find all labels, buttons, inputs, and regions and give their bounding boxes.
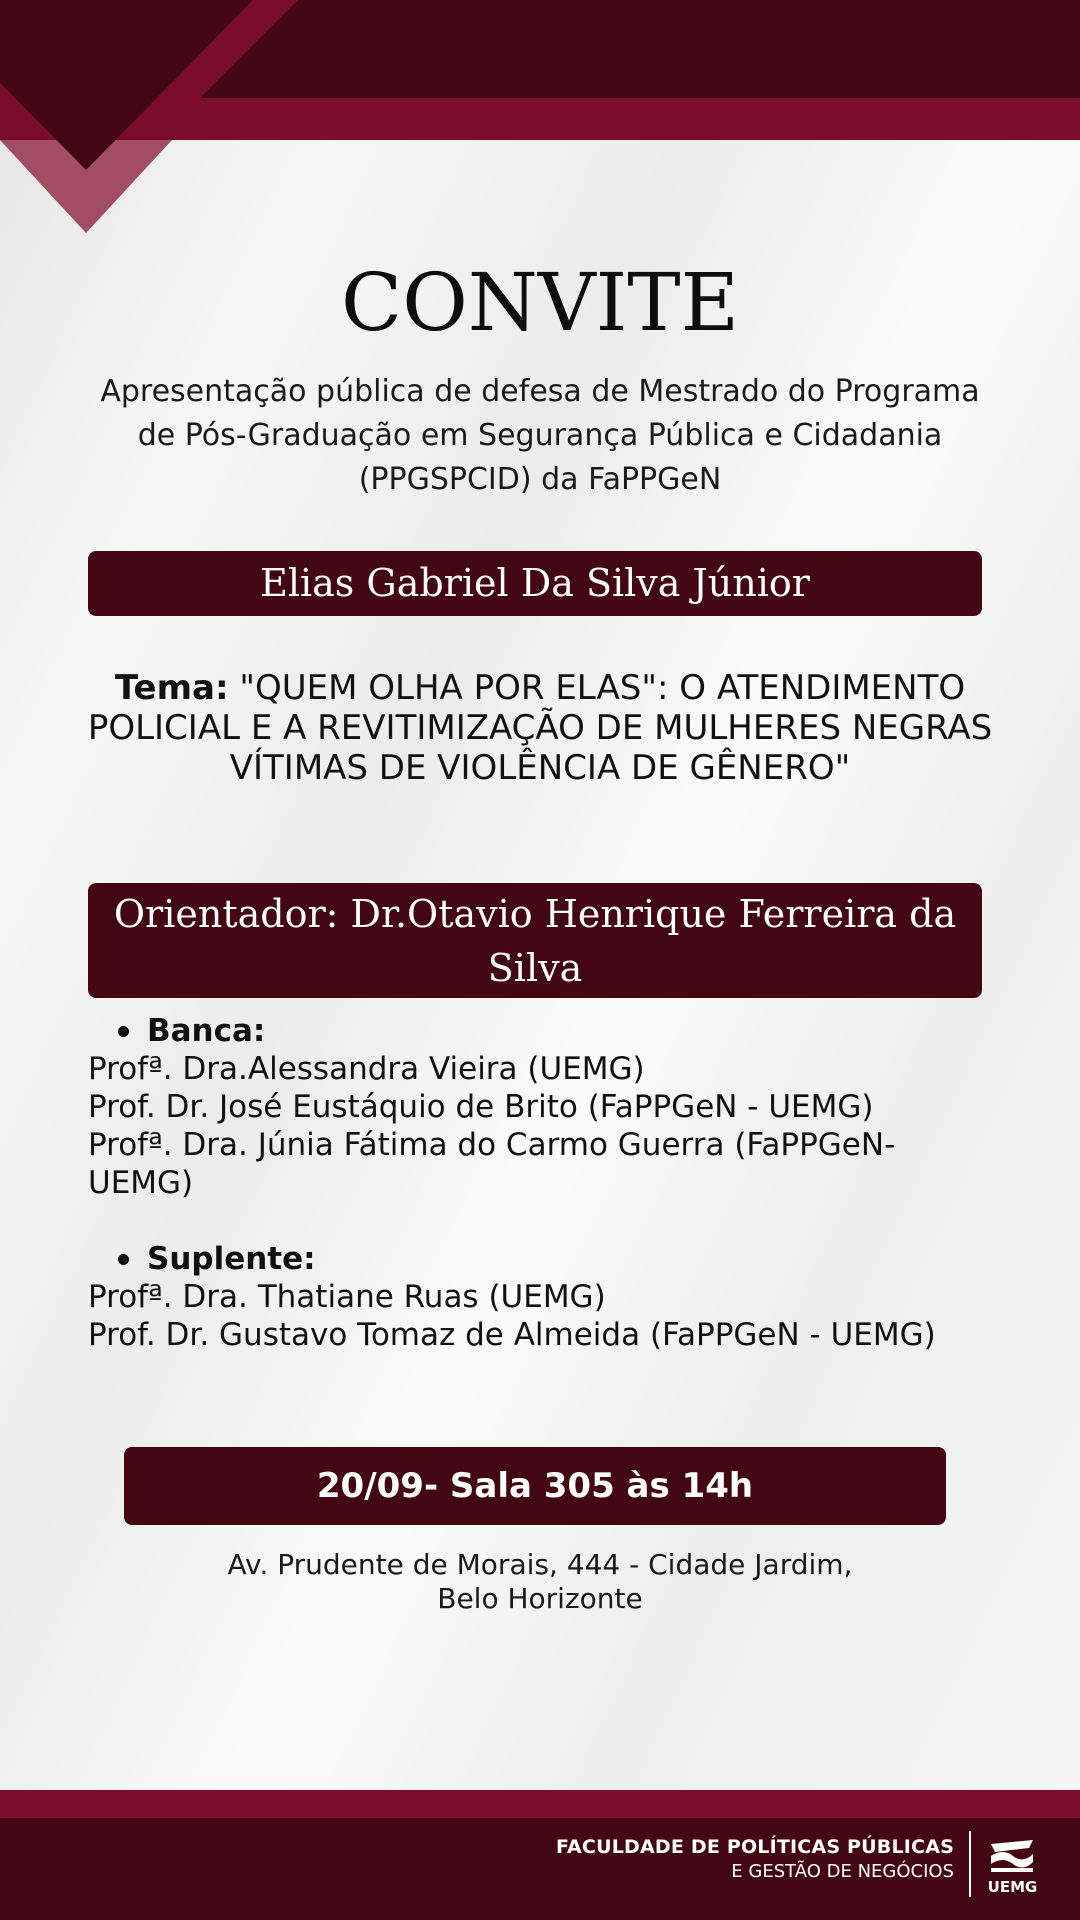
committee-member: Profª. Dra.Alessandra Vieira (UEMG) [88,1051,645,1087]
footer-line-2: E GESTÃO DE NEGÓCIOS [731,1861,954,1882]
bullet-icon [118,1254,129,1265]
footer-institution [556,1834,954,1884]
uemg-logo [985,1836,1040,1896]
advisor-bar [88,883,982,998]
alternates-heading [88,1240,988,1278]
theme-block [70,668,1010,788]
top-decorative-band [0,0,1080,240]
section-spacer [88,1202,988,1240]
footer-divider [969,1831,971,1897]
uemg-logo-icon [985,1836,1040,1876]
committee-heading [88,1012,988,1050]
candidate-name-bar [88,551,982,616]
date-place: 20/09- Sala 305 às 14h [316,1466,754,1506]
address [100,1548,980,1616]
invite-subtitle: Apresentação pública de defesa de Mestrado do Programa de Pós-Graduação em Segurança Pública e Cidadania (PPGSPCID) da FaPPGeN [100,374,980,497]
alternate-member: Profª. Dra. Thatiane Ruas (UEMG) [88,1279,606,1315]
bullet-icon [118,1026,129,1037]
advisor-name: Orientador: Dr.Otavio Henrique Ferreira da Silva [113,892,957,990]
date-place-bar [124,1447,946,1525]
alternates-heading-label: Suplente: [147,1241,316,1277]
committee-heading-label: Banca: [147,1013,266,1049]
address-line-1: Av. Prudente de Morais, 444 - Cidade Jardim, [227,1548,853,1581]
address-line-2: Belo Horizonte [437,1582,643,1615]
footer-line-1: FACULDADE DE POLÍTICAS PÚBLICAS [556,1836,954,1858]
theme-text: "QUEM OLHA POR ELAS": O ATENDIMENTO POLICIAL E A REVITIMIZAÇÃO DE MULHERES NEGRAS VÍTIMAS DE VIOLÊNCIA DE GÊNERO" [87,668,993,788]
committee-section [88,1012,988,1354]
theme-label: Tema: [114,668,229,708]
alternate-member: Prof. Dr. Gustavo Tomaz de Almeida (FaPPGeN - UEMG) [88,1317,936,1353]
candidate-name: Elias Gabriel Da Silva Júnior [260,561,810,605]
committee-member: Profª. Dra. Júnia Fátima do Carmo Guerra (FaPPGeN- UEMG) [88,1127,896,1201]
invite-title: CONVITE [341,256,739,349]
uemg-logo-text: UEMG [987,1878,1038,1896]
committee-member: Prof. Dr. José Eustáquio de Brito (FaPPGeN - UEMG) [88,1089,874,1125]
